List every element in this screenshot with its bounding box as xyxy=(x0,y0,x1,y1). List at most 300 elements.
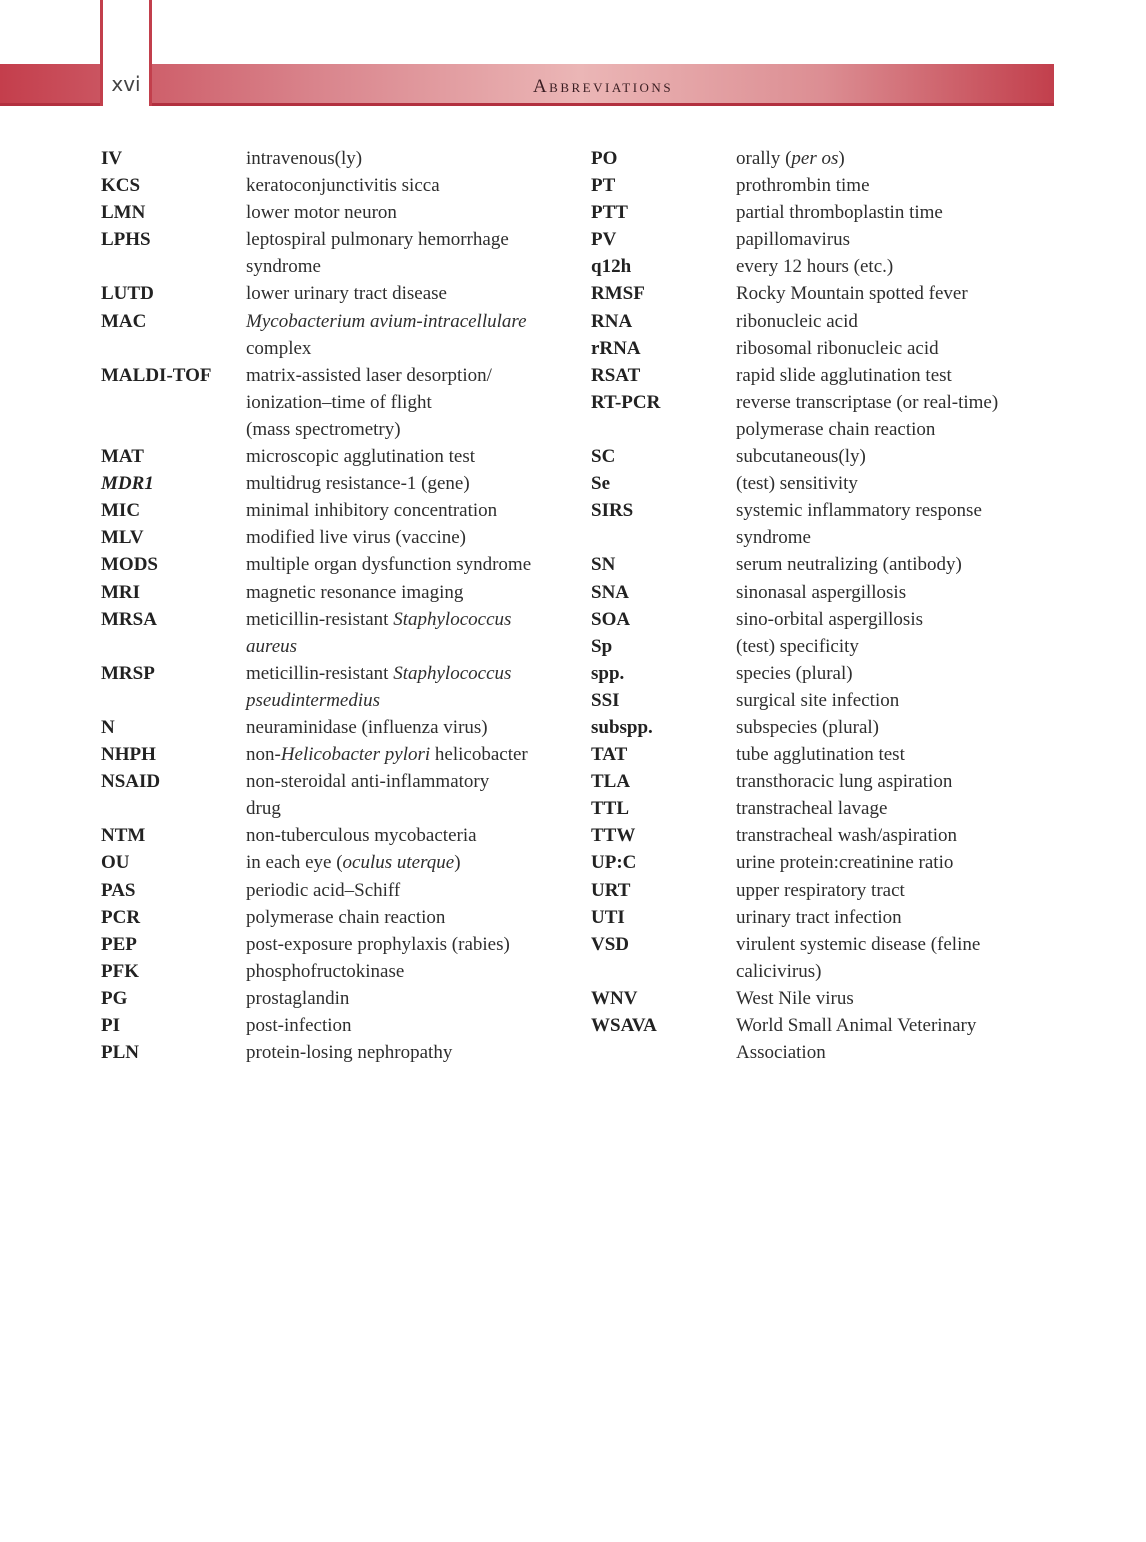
abbreviation-definition xyxy=(736,389,1051,443)
definition-line xyxy=(736,849,1051,876)
abbreviation-definition xyxy=(246,1039,571,1066)
definition-text: World Small Animal Veterinary xyxy=(736,1015,977,1036)
definition-line xyxy=(246,308,571,335)
abbreviation-term: LPHS xyxy=(101,229,151,251)
abbreviation-definition xyxy=(736,497,1051,551)
abbreviation-definition xyxy=(246,714,571,741)
abbreviation-term: Se xyxy=(591,473,610,495)
abbreviation-entry xyxy=(101,931,571,958)
abbreviation-term: PO xyxy=(591,148,618,169)
abbreviation-entry xyxy=(101,985,571,1012)
abbreviation-term: rRNA xyxy=(591,337,641,359)
running-head: Abbreviations xyxy=(532,76,674,97)
abbreviation-definition xyxy=(736,145,1051,172)
definition-line xyxy=(736,145,1051,172)
definition-text: in each eye ( xyxy=(246,852,343,874)
abbreviation-definition xyxy=(736,362,1051,389)
definition-text: transtracheal wash/aspiration xyxy=(736,825,958,847)
abbreviation-definition xyxy=(246,958,571,985)
definition-text: neuraminidase (influenza virus) xyxy=(246,716,488,738)
abbreviation-term: TLA xyxy=(591,771,631,793)
definition-line xyxy=(246,985,571,1012)
abbreviation-entry xyxy=(101,714,571,741)
abbreviation-term: spp. xyxy=(591,662,625,684)
abbreviation-entry xyxy=(101,308,571,362)
abbreviation-entry xyxy=(591,714,1051,741)
definition-line xyxy=(246,877,571,904)
abbreviation-term: subspp. xyxy=(591,716,653,738)
abbreviation-term: PLN xyxy=(101,1042,139,1064)
abbreviation-term: RMSF xyxy=(591,283,645,305)
definition-line xyxy=(246,389,571,416)
abbreviation-definition xyxy=(246,904,571,931)
abbreviation-definition xyxy=(246,362,571,443)
abbreviation-definition xyxy=(736,877,1051,904)
definition-line xyxy=(736,904,1051,931)
abbreviation-entry xyxy=(591,877,1051,904)
abbreviation-entry xyxy=(591,443,1051,470)
definition-text: meticillin-resistant xyxy=(246,608,394,630)
definition-text: urine protein:creatinine ratio xyxy=(736,852,954,874)
definition-text: periodic acid–Schiff xyxy=(246,879,401,901)
definition-line xyxy=(736,822,1051,849)
abbreviation-entry xyxy=(591,822,1051,849)
abbreviation-entry xyxy=(101,1012,571,1039)
definition-text: urinary tract infection xyxy=(736,906,902,928)
abbreviation-entry xyxy=(591,606,1051,633)
abbreviation-entry xyxy=(591,172,1051,199)
abbreviation-term: PFK xyxy=(101,960,139,982)
definition-text: papillomavirus xyxy=(736,229,850,251)
definition-line xyxy=(246,226,571,253)
definition-text: multidrug resistance-1 (gene) xyxy=(246,473,470,495)
definition-text: (mass spectrometry) xyxy=(246,418,401,440)
definition-line xyxy=(246,849,571,876)
definition-line xyxy=(246,958,571,985)
abbreviation-definition xyxy=(246,849,571,876)
abbreviation-entry xyxy=(101,551,571,578)
abbreviation-entry xyxy=(101,362,571,443)
abbreviation-entry xyxy=(591,199,1051,226)
abbreviation-entry xyxy=(101,741,571,768)
definition-text: keratoconjunctivitis sicca xyxy=(246,175,440,197)
abbreviation-definition xyxy=(246,1012,571,1039)
abbreviation-term: RT-PCR xyxy=(591,391,661,413)
definition-line xyxy=(736,985,1051,1012)
definition-line xyxy=(246,714,571,741)
abbreviation-entry xyxy=(591,1012,1051,1066)
abbreviation-entry xyxy=(591,362,1051,389)
abbreviation-entry xyxy=(591,551,1051,578)
abbreviation-term: N xyxy=(101,716,115,738)
definition-line xyxy=(736,524,1051,551)
definition-text: ) xyxy=(838,148,845,169)
definition-text: drug xyxy=(246,798,281,820)
abbreviation-term: KCS xyxy=(101,175,141,197)
definition-line xyxy=(246,904,571,931)
definition-text: rapid slide agglutination test xyxy=(736,364,952,386)
abbreviation-entry xyxy=(591,226,1051,253)
abbreviation-term: OU xyxy=(101,852,130,874)
abbreviation-term: NTM xyxy=(101,825,146,847)
abbreviation-term: MRSP xyxy=(101,662,155,684)
abbreviation-term: TAT xyxy=(591,744,628,766)
abbreviation-column-left xyxy=(101,145,571,1066)
abbreviation-term: MAC xyxy=(101,310,147,332)
abbreviation-definition xyxy=(246,470,571,497)
abbreviation-definition xyxy=(246,985,571,1012)
abbreviation-entry xyxy=(591,687,1051,714)
abbreviation-term: LUTD xyxy=(101,283,154,305)
definition-line xyxy=(736,416,1051,443)
definition-text: prostaglandin xyxy=(246,987,350,1009)
definition-line xyxy=(246,470,571,497)
abbreviation-term: MODS xyxy=(101,554,158,576)
definition-text: post-exposure prophylaxis (rabies) xyxy=(246,933,510,955)
abbreviation-term: MLV xyxy=(101,527,144,549)
definition-line xyxy=(246,768,571,795)
abbreviation-definition xyxy=(246,822,571,849)
definition-text: West Nile virus xyxy=(736,987,854,1009)
abbreviation-term: PCR xyxy=(101,906,141,928)
definition-text: pseudintermedius xyxy=(246,689,381,711)
abbreviation-term: q12h xyxy=(591,256,632,278)
definition-text: Staphylococcus xyxy=(393,662,512,684)
abbreviation-entry xyxy=(101,524,571,551)
abbreviation-term: NSAID xyxy=(101,771,161,793)
definition-line xyxy=(246,579,571,606)
definition-line xyxy=(736,172,1051,199)
definition-text: sinonasal aspergillosis xyxy=(736,581,907,603)
abbreviation-definition xyxy=(736,687,1051,714)
definition-text: every 12 hours (etc.) xyxy=(736,256,894,278)
definition-text: upper respiratory tract xyxy=(736,879,905,901)
definition-line xyxy=(246,1039,571,1066)
definition-line xyxy=(736,633,1051,660)
abbreviation-definition xyxy=(736,822,1051,849)
abbreviation-term: LMN xyxy=(101,202,146,224)
definition-line xyxy=(246,741,571,768)
abbreviation-definition xyxy=(246,579,571,606)
definition-text: phosphofructokinase xyxy=(246,960,405,982)
abbreviation-definition xyxy=(246,524,571,551)
abbreviation-entry xyxy=(101,1039,571,1066)
definition-text: polymerase chain reaction xyxy=(736,418,936,440)
abbreviation-entry xyxy=(591,768,1051,795)
abbreviation-entry xyxy=(591,660,1051,687)
definition-line xyxy=(246,172,571,199)
abbreviation-term: SOA xyxy=(591,608,631,630)
abbreviation-term: MALDI-TOF xyxy=(101,364,212,386)
abbreviation-term: RSAT xyxy=(591,364,641,386)
definition-text: ribosomal ribonucleic acid xyxy=(736,337,939,359)
definition-line xyxy=(246,633,571,660)
definition-text: (test) sensitivity xyxy=(736,473,858,495)
definition-line xyxy=(736,335,1051,362)
definition-line xyxy=(736,687,1051,714)
definition-text: serum neutralizing (antibody) xyxy=(736,554,962,576)
abbreviation-definition xyxy=(736,849,1051,876)
abbreviation-definition xyxy=(246,443,571,470)
abbreviation-definition xyxy=(736,904,1051,931)
abbreviation-term: MIC xyxy=(101,500,141,522)
definition-text: (test) specificity xyxy=(736,635,859,657)
abbreviation-definition xyxy=(246,551,571,578)
abbreviation-entry xyxy=(591,579,1051,606)
definition-text: syndrome xyxy=(736,527,811,549)
abbreviation-term: PAS xyxy=(101,879,136,901)
abbreviation-term: IV xyxy=(101,148,123,169)
definition-text: reverse transcriptase (or real-time) xyxy=(736,391,999,413)
abbreviation-entry xyxy=(591,253,1051,280)
definition-text: lower motor neuron xyxy=(246,202,397,224)
definition-line xyxy=(736,660,1051,687)
definition-text: virulent systemic disease (feline xyxy=(736,933,981,955)
page-number: xvi xyxy=(111,72,141,96)
definition-line xyxy=(736,226,1051,253)
abbreviation-definition xyxy=(736,1012,1051,1066)
definition-line xyxy=(246,606,571,633)
abbreviation-entry xyxy=(101,145,571,172)
definition-text: tube agglutination test xyxy=(736,744,905,766)
abbreviation-entry xyxy=(591,145,1051,172)
definition-line xyxy=(736,280,1051,307)
definition-line xyxy=(736,741,1051,768)
abbreviation-definition xyxy=(246,226,571,280)
definition-line xyxy=(736,768,1051,795)
abbreviation-definition xyxy=(736,470,1051,497)
definition-text: ionization–time of flight xyxy=(246,391,432,413)
abbreviation-entry xyxy=(101,849,571,876)
abbreviation-entry xyxy=(591,931,1051,985)
abbreviation-entry xyxy=(591,335,1051,362)
definition-text: polymerase chain reaction xyxy=(246,906,446,928)
definition-line xyxy=(246,551,571,578)
definition-text: intravenous(ly) xyxy=(246,148,363,169)
abbreviation-definition xyxy=(736,985,1051,1012)
definition-text: Association xyxy=(736,1042,826,1064)
definition-text: helicobacter xyxy=(430,744,528,766)
abbreviation-term: PTT xyxy=(591,202,628,224)
definition-line xyxy=(736,795,1051,822)
definition-text: microscopic agglutination test xyxy=(246,446,476,468)
abbreviation-entry xyxy=(591,633,1051,660)
definition-text: non-tuberculous mycobacteria xyxy=(246,825,477,847)
abbreviation-definition xyxy=(736,931,1051,985)
abbreviation-term: PV xyxy=(591,229,617,251)
abbreviation-definition xyxy=(736,633,1051,660)
abbreviation-definition xyxy=(246,660,571,714)
definition-text: ribonucleic acid xyxy=(736,310,858,332)
abbreviation-definition xyxy=(246,606,571,660)
abbreviation-entry xyxy=(101,226,571,280)
definition-line xyxy=(246,443,571,470)
definition-line xyxy=(246,497,571,524)
abbreviation-entry xyxy=(101,904,571,931)
abbreviation-entry xyxy=(591,389,1051,443)
abbreviation-definition xyxy=(736,606,1051,633)
definition-text: calicivirus) xyxy=(736,960,822,982)
abbreviation-entry xyxy=(591,308,1051,335)
abbreviation-term: SIRS xyxy=(591,500,634,522)
abbreviation-definition xyxy=(246,280,571,307)
abbreviation-column-right xyxy=(591,145,1051,1066)
abbreviation-term: SC xyxy=(591,446,616,468)
definition-line xyxy=(736,362,1051,389)
abbreviation-definition xyxy=(736,714,1051,741)
abbreviation-definition xyxy=(736,199,1051,226)
definition-text: leptospiral pulmonary hemorrhage xyxy=(246,229,509,251)
definition-line xyxy=(246,362,571,389)
abbreviation-entry xyxy=(591,904,1051,931)
abbreviation-entry xyxy=(101,199,571,226)
definition-text: prothrombin time xyxy=(736,175,870,197)
definition-line xyxy=(736,389,1051,416)
definition-text: multiple organ dysfunction syndrome xyxy=(246,554,532,576)
definition-line xyxy=(736,1012,1051,1039)
abbreviation-term: WSAVA xyxy=(591,1015,657,1036)
abbreviation-definition xyxy=(736,660,1051,687)
abbreviation-entry xyxy=(101,958,571,985)
definition-text: per os xyxy=(791,148,839,169)
abbreviation-term: PG xyxy=(101,987,128,1009)
definition-line xyxy=(246,145,571,172)
abbreviation-entry xyxy=(591,849,1051,876)
definition-text: meticillin-resistant xyxy=(246,662,394,684)
abbreviation-definition xyxy=(736,226,1051,253)
definition-line xyxy=(246,660,571,687)
definition-line xyxy=(736,199,1051,226)
definition-text: protein-losing nephropathy xyxy=(246,1042,453,1064)
definition-line xyxy=(246,524,571,551)
definition-line xyxy=(736,877,1051,904)
abbreviation-term: SSI xyxy=(591,689,620,711)
definition-line xyxy=(736,714,1051,741)
abbreviation-term: MRSA xyxy=(101,608,157,630)
definition-line xyxy=(736,931,1051,958)
abbreviation-term: TTW xyxy=(591,825,636,847)
abbreviation-definition xyxy=(736,308,1051,335)
definition-text: subcutaneous(ly) xyxy=(736,446,866,468)
definition-line xyxy=(246,795,571,822)
abbreviation-entry xyxy=(101,822,571,849)
definition-text: ) xyxy=(454,852,461,874)
definition-text: subspecies (plural) xyxy=(736,716,879,738)
abbreviation-entry xyxy=(101,579,571,606)
abbreviation-term: UP:C xyxy=(591,852,637,874)
definition-text: partial thromboplastin time xyxy=(736,202,943,224)
definition-line xyxy=(736,551,1051,578)
abbreviation-term: PI xyxy=(101,1015,120,1036)
definition-text: syndrome xyxy=(246,256,321,278)
abbreviation-entry xyxy=(101,768,571,822)
abbreviation-entry xyxy=(591,470,1051,497)
abbreviation-entry xyxy=(591,280,1051,307)
abbreviation-definition xyxy=(246,145,571,172)
abbreviation-entry xyxy=(101,470,571,497)
definition-line xyxy=(246,687,571,714)
definition-text: surgical site infection xyxy=(736,689,900,711)
definition-text: aureus xyxy=(246,635,298,657)
abbreviation-definition xyxy=(736,741,1051,768)
definition-text: transtracheal lavage xyxy=(736,798,888,820)
abbreviation-definition xyxy=(736,443,1051,470)
abbreviation-definition xyxy=(246,741,571,768)
definition-text: modified live virus (vaccine) xyxy=(246,527,467,549)
abbreviation-entry xyxy=(101,877,571,904)
definition-text: transthoracic lung aspiration xyxy=(736,771,953,793)
definition-text: species (plural) xyxy=(736,662,853,684)
definition-line xyxy=(736,470,1051,497)
definition-text: oculus uterque xyxy=(342,852,455,874)
abbreviation-definition xyxy=(736,795,1051,822)
abbreviation-term: PEP xyxy=(101,933,137,955)
abbreviation-definition xyxy=(736,551,1051,578)
abbreviation-term: RNA xyxy=(591,310,633,332)
abbreviation-term: MAT xyxy=(101,446,144,468)
abbreviation-term: MDR1 xyxy=(101,473,154,495)
abbreviation-definition xyxy=(736,253,1051,280)
definition-text: Mycobacterium avium-intracellulare xyxy=(246,310,527,332)
abbreviation-entry xyxy=(591,985,1051,1012)
definition-line xyxy=(736,606,1051,633)
definition-line xyxy=(736,958,1051,985)
definition-line xyxy=(246,822,571,849)
definition-line xyxy=(736,443,1051,470)
abbreviation-entry xyxy=(591,497,1051,551)
definition-text: non- xyxy=(246,744,281,766)
abbreviation-definition xyxy=(246,877,571,904)
abbreviation-definition xyxy=(736,172,1051,199)
abbreviation-definition xyxy=(736,768,1051,795)
definition-text: minimal inhibitory concentration xyxy=(246,500,498,522)
abbreviation-entry xyxy=(591,741,1051,768)
abbreviation-definition xyxy=(246,172,571,199)
definition-line xyxy=(246,280,571,307)
abbreviation-entry xyxy=(101,606,571,660)
definition-text: post-infection xyxy=(246,1015,352,1036)
abbreviation-definition xyxy=(736,280,1051,307)
definition-text: lower urinary tract disease xyxy=(246,283,447,305)
definition-line xyxy=(246,416,571,443)
abbreviation-term: SNA xyxy=(591,581,630,603)
definition-line xyxy=(246,1012,571,1039)
definition-line xyxy=(246,253,571,280)
abbreviation-term: UTI xyxy=(591,906,625,928)
definition-line xyxy=(736,579,1051,606)
definition-line xyxy=(736,253,1051,280)
abbreviation-entry xyxy=(101,497,571,524)
abbreviation-term: SN xyxy=(591,554,616,576)
abbreviation-definition xyxy=(246,308,571,362)
abbreviation-entry xyxy=(591,795,1051,822)
definition-text: Rocky Mountain spotted fever xyxy=(736,283,968,305)
definition-text: non-steroidal anti-inflammatory xyxy=(246,771,490,793)
definition-line xyxy=(736,497,1051,524)
abbreviation-entry xyxy=(101,660,571,714)
abbreviation-term: MRI xyxy=(101,581,141,603)
definition-text: complex xyxy=(246,337,312,359)
definition-text: orally ( xyxy=(736,148,792,169)
abbreviation-definition xyxy=(246,931,571,958)
definition-text: systemic inflammatory response xyxy=(736,500,982,522)
definition-text: sino-orbital aspergillosis xyxy=(736,608,923,630)
abbreviation-term: VSD xyxy=(591,933,630,955)
abbreviation-entry xyxy=(101,172,571,199)
definition-text: Staphylococcus xyxy=(393,608,512,630)
definition-line xyxy=(246,335,571,362)
abbreviation-definition xyxy=(246,199,571,226)
